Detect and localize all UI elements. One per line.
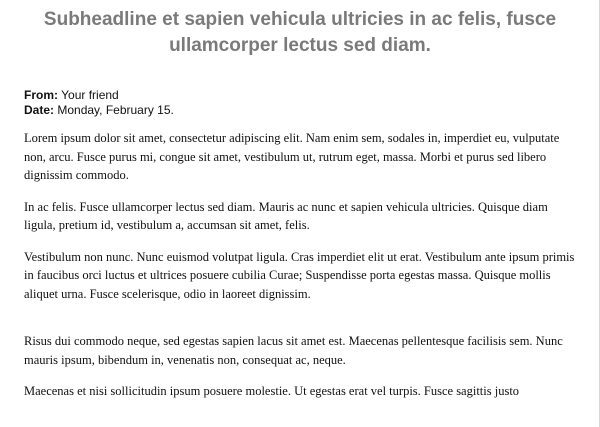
body-paragraph: Vestibulum non nunc. Nunc euismod volutpat ligula. Cras imperdiet elit ut erat. Vestibulum ante ipsum primis in faucibus orci luctus et ultrices posuere cubilia Curae; Suspendisse porta egestas massa. Quisque mollis aliquet urna. Fusce scelerisque, odio in laoreet dignissim. — [24, 249, 575, 301]
from-line — [24, 88, 584, 103]
email-meta — [24, 88, 584, 118]
body-paragraph: In ac felis. Fusce ullamcorper lectus sed diam. Mauris ac nunc et sapien vehicula ultricies. Quisque diam ligula, pretium id, vestibulum a, accumsan sit amet, felis. — [24, 199, 548, 232]
date-line — [24, 103, 584, 118]
date-label: Date: — [24, 103, 55, 117]
from-value: Your friend — [61, 88, 119, 102]
email-body — [24, 129, 580, 414]
body-paragraph: Risus dui commodo neque, sed egestas sapien lacus sit amet est. Maecenas pellentesque facilisis sem. Nunc mauris ipsum, bibendum in, venenatis non, consequat ac, neque. — [24, 334, 563, 367]
body-paragraph: Maecenas et nisi sollicitudin ipsum posuere molestie. Ut egestas erat vel turpis. Fusce sagittis justo — [24, 384, 520, 398]
from-label: From: — [24, 88, 58, 102]
date-value: Monday, February 15. — [57, 103, 174, 117]
email-subheadline: Subheadline et sapien vehicula ultricies in ac felis, fusce ullamcorper lectus sed diam. — [43, 9, 557, 56]
body-paragraph: Lorem ipsum dolor sit amet, consectetur adipiscing elit. Nam enim sem, sodales in, imperdiet eu, vulputate non, arcu. Fusce purus mi, congue sit amet, vestibulum ut, rutrum eget, massa. Morbi et purus sed libero dignissim commodo. — [24, 131, 560, 182]
